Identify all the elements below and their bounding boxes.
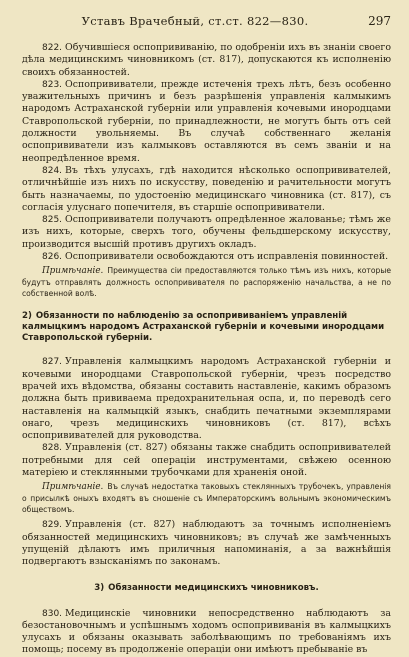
article-number: 830. — [42, 608, 63, 619]
section-text: Обязанности по наблюденію за оспопрививаніемъ управленій калмыцкимъ народомъ Астраханской губерніи и кочевыми инородцами Ставропольской губерніи. — [22, 311, 385, 344]
article-825 — [22, 214, 391, 251]
running-header — [22, 14, 391, 28]
article-number: 827. — [42, 357, 63, 368]
article-text: Оспопрививатели, прежде истеченія трехъ лѣтъ, безъ особенно уважительныхъ причинъ и безъ разрѣшенія управленія калмыкимъ народомъ Астраханской губерніи или управленія кочевыми инородцами Ставропольской губерніи, по принадлежности, не могутъ быть отъ сей должности увольняемы. Въ случаѣ собственнаго желанія оспопрививатели изъ калмыковъ оставляются въ семъ званіи и на неопредѣленное время. — [22, 78, 391, 164]
article-828 — [22, 442, 391, 479]
article-text: Управленія (ст. 827) обязаны также снабдить оспопрививателей потребными для сей операціи инструментами, свѣжею осенною матеріею и стеклянными трубочками для храненія оной. — [22, 442, 391, 479]
note-after-826 — [22, 265, 391, 299]
page-number: 297 — [368, 14, 391, 28]
section-number: 2) — [22, 311, 32, 322]
article-number: 823. — [42, 79, 63, 90]
article-text: Медицинскіе чиновники непосредственно наблюдаютъ за безостановочнымъ и успѣшнымъ ходомъ оспопрививанія въ калмыцкихъ улусахъ и обязаны оказывать заболѣвающимъ по требованіямъ ихъ помощь; посему въ продолженіе операціи они имѣютъ пребываніе въ — [22, 607, 391, 656]
note-after-828 — [22, 481, 391, 515]
article-826 — [22, 251, 391, 263]
article-823 — [22, 79, 391, 165]
note-label: Примѣчаніе. — [42, 266, 104, 277]
article-829 — [22, 519, 391, 568]
article-text: Управленія калмыцкимъ народомъ Астраханской губерніи и кочевыми инородцами Ставропольской губерніи, чрезъ посредство врачей ихъ вѣдомства, обязаны составить наставленіе, какимъ образомъ должна быть прививаема предохранительная оспа, и, по переводѣ сего наставленія на калмыцкій языкъ, снабдить печатными экземплярами онаго, чрезъ медицинскихъ чиновниковъ (ст. 817), всѣхъ оспопрививателей для руководства. — [22, 356, 391, 442]
article-number: 825. — [42, 215, 63, 226]
section-heading-2 — [22, 311, 391, 344]
article-text: Управленія (ст. 827) наблюдаютъ за точнымъ исполненіемъ обязанностей медицинскихъ чиновниковъ; въ случаѣ же замѣченныхъ упущеній дѣлаютъ имъ приличныя напоминанія, а за важнѣйшія подвергаютъ взысканіямъ по законамъ. — [22, 519, 391, 568]
article-number: 826. — [42, 252, 63, 263]
section-heading-3 — [22, 583, 391, 594]
article-number: 824. — [42, 165, 63, 176]
article-text: Оспопрививатели получаютъ опредѣленное жалованье; тѣмъ же изъ нихъ, которые, сверхъ того, обучены фельдшерскому искусству, производится высшій противъ другихъ окладъ. — [22, 214, 391, 250]
article-822 — [22, 42, 391, 79]
header-title: Уставъ Врачебный, ст.ст. 822—830. — [81, 14, 309, 28]
article-824 — [22, 165, 391, 214]
article-number: 829. — [42, 520, 63, 531]
article-number: 822. — [42, 43, 63, 53]
note-label: Примѣчаніе. — [42, 482, 104, 493]
article-number: 828. — [42, 443, 63, 454]
section-text: Обязанности медицинскихъ чиновниковъ. — [108, 582, 319, 593]
note-text: Въ случаѣ недостатка таковыхъ стеклянныхъ трубочекъ, управленія о присылкѣ оныхъ входятъ въ сношеніе съ Императорскимъ вольнымъ экономическимъ обществомъ. — [22, 482, 391, 515]
article-text: Въ тѣхъ улусахъ, гдѣ находится нѣсколько оспопрививателей, отличнѣйшіе изъ нихъ по искусству, поведенію и рачительности могутъ быть назначаемы, по удостоенію медицинскаго чиновника (ст. 817), съ согласія улуснаго попечителя, въ старшіе оспопрививатели. — [22, 164, 391, 213]
article-830 — [22, 608, 391, 657]
note-text: Преимущества сіи предоставляются только тѣмъ изъ нихъ, которые будутъ отправлять должность оспопрививателя по распоряженію начальства, а не по собственной волѣ. — [22, 266, 391, 299]
section-number: 3) — [94, 582, 105, 593]
article-text: Обучившіеся оспопрививанію, по одобреніи ихъ въ знаніи своего дѣла медицинскимъ чиновникомъ (ст. 817), допускаются къ исполненію своихъ обязанностей. — [22, 42, 391, 78]
article-827 — [22, 356, 391, 442]
article-text: Оспопрививатели освобождаются отъ исправленія повинностей. — [65, 251, 389, 263]
